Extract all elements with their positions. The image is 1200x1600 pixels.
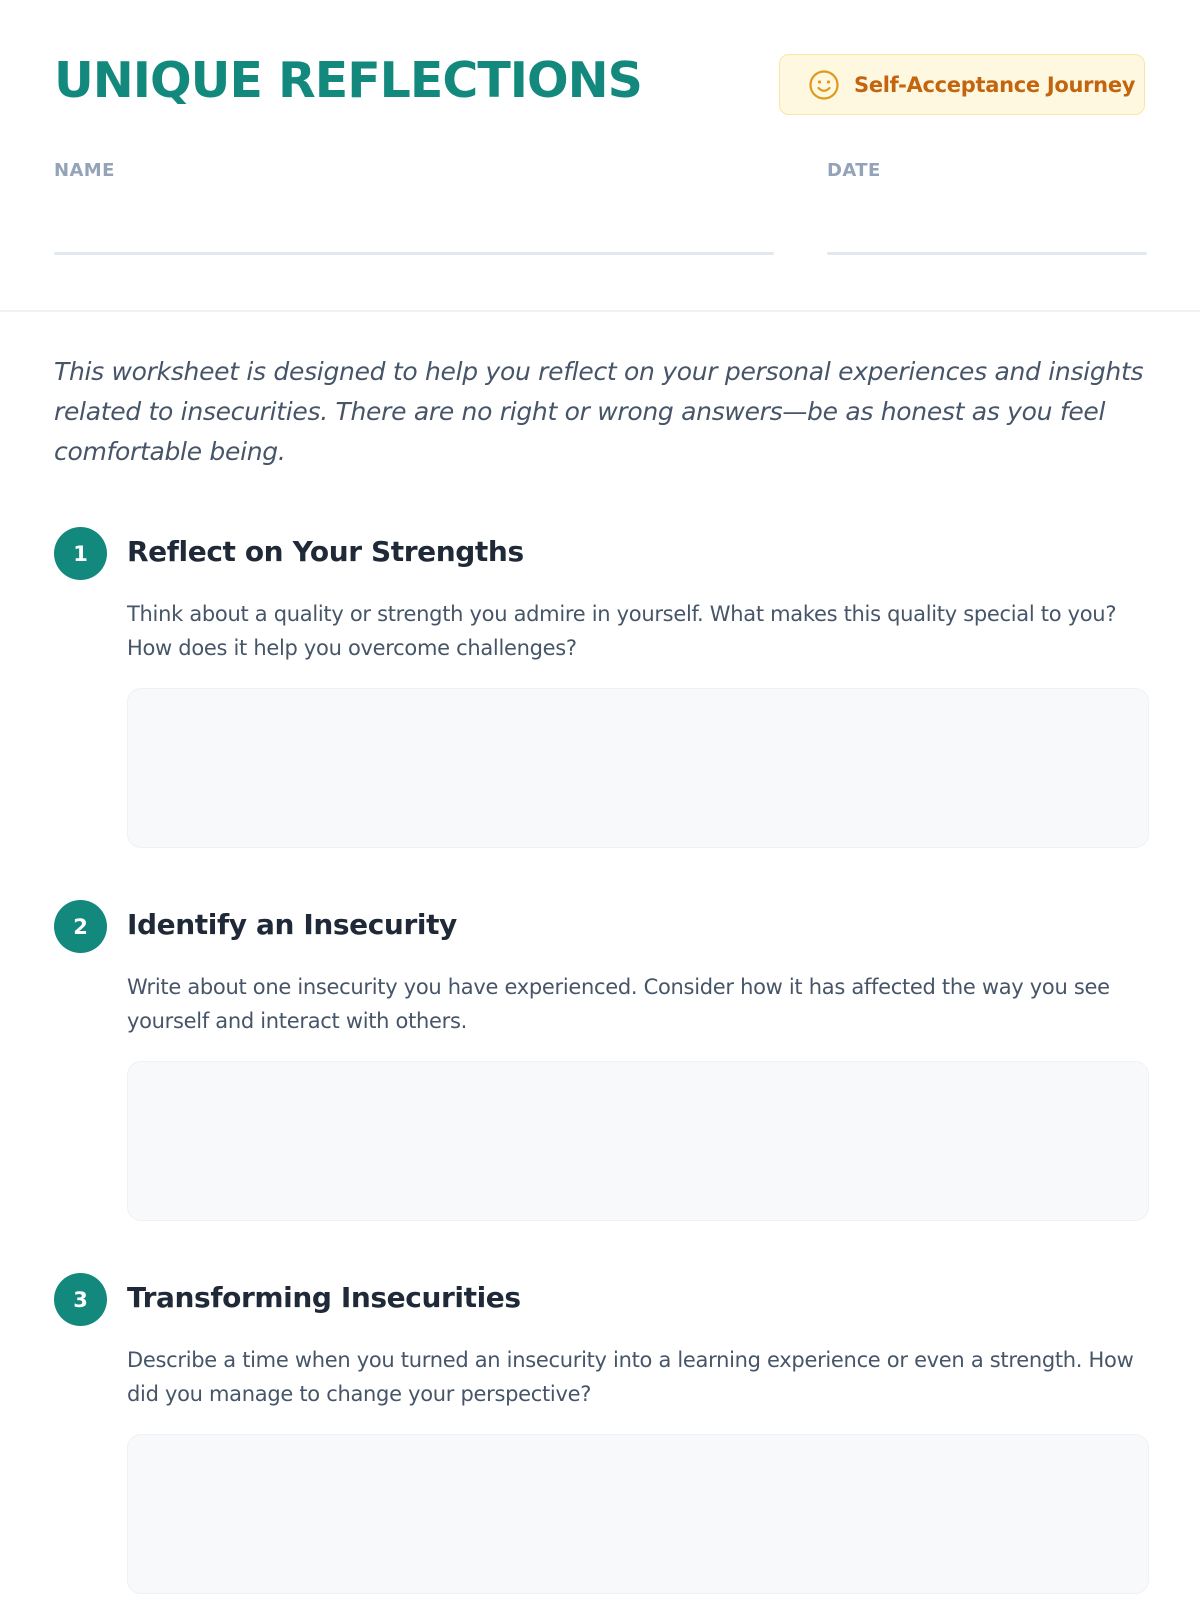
section-prompt: Think about a quality or strength you admire in yourself. What makes this quality special to you? How does it help you overcome challenges? xyxy=(127,602,1117,660)
section-title: Identify an Insecurity xyxy=(127,908,457,941)
section-title: Reflect on Your Strengths xyxy=(127,535,524,568)
name-field[interactable] xyxy=(54,252,774,255)
section-prompt: Write about one insecurity you have experienced. Consider how it has affected the way you see yourself and interact with others. xyxy=(127,975,1110,1033)
intro-text: This worksheet is designed to help you reflect on your personal experiences and insights related to insecurities. There are no right or wrong answers—be as honest as you feel comfortable being. xyxy=(54,357,1144,466)
date-field-label: DATE xyxy=(827,160,881,181)
answer-box-insecurity[interactable] xyxy=(127,1061,1149,1221)
section-title: Transforming Insecurities xyxy=(127,1281,521,1314)
page-title: UNIQUE REFLECTIONS xyxy=(54,52,642,109)
section-number-badge: 3 xyxy=(54,1273,107,1326)
section-number-badge: 1 xyxy=(54,527,107,580)
date-field[interactable] xyxy=(827,252,1147,255)
journey-badge xyxy=(779,54,1145,115)
answer-box-strengths[interactable] xyxy=(127,688,1149,848)
smiley-face-icon xyxy=(808,69,840,101)
section-number-badge: 2 xyxy=(54,900,107,953)
answer-box-transforming[interactable] xyxy=(127,1434,1149,1594)
section-prompt: Describe a time when you turned an insecurity into a learning experience or even a strength. How did you manage to change your perspective? xyxy=(127,1348,1134,1406)
badge-label: Self-Acceptance Journey xyxy=(854,72,1136,97)
worksheet-header xyxy=(0,0,1200,312)
name-field-label: NAME xyxy=(54,160,115,181)
